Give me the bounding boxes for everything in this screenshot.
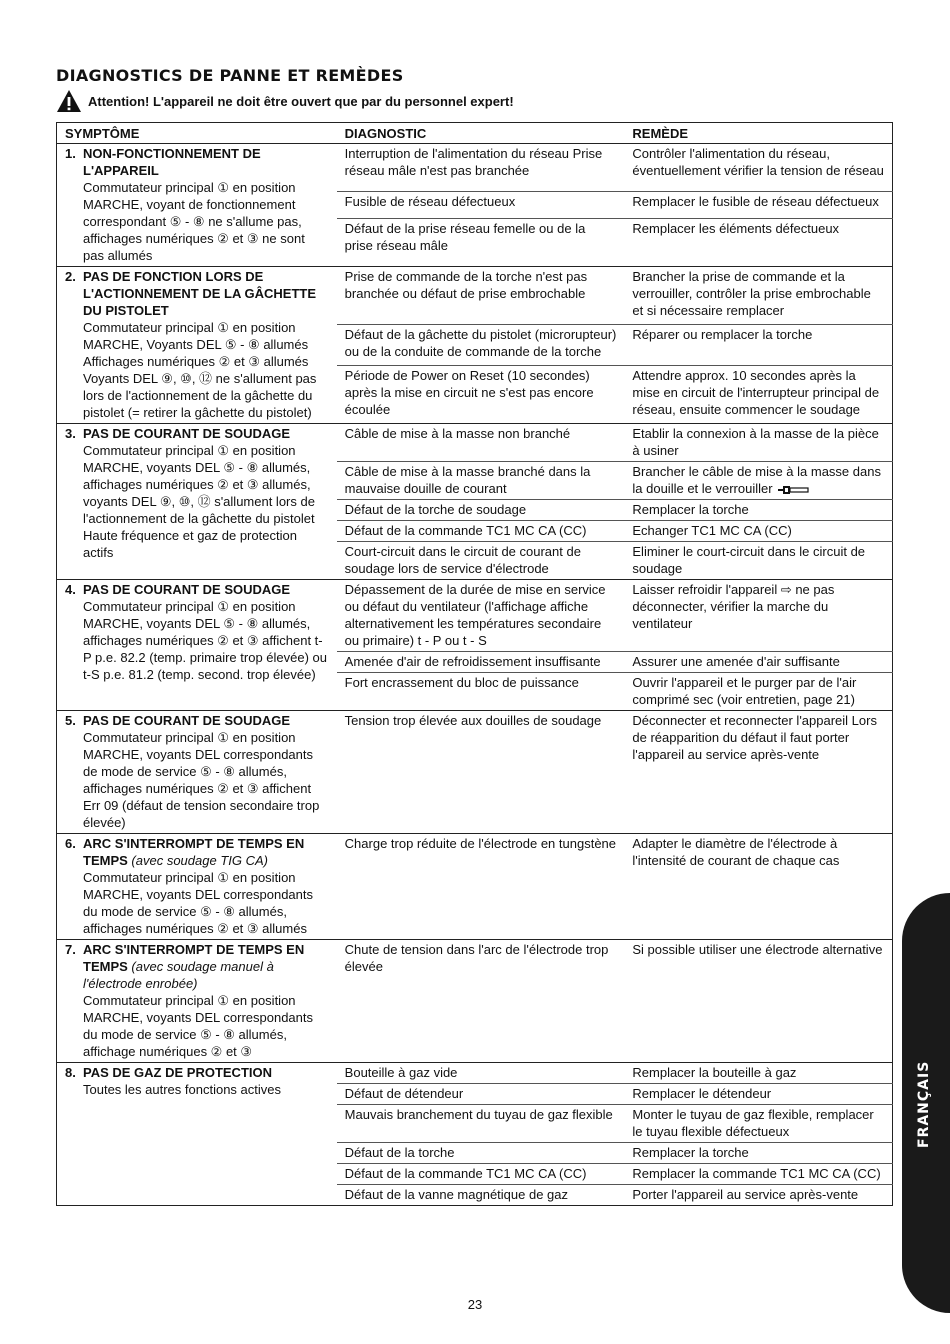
table-body bbox=[57, 144, 893, 1206]
remedy-cell bbox=[624, 1084, 892, 1105]
remedy-text: Porter l'appareil au service après-vente bbox=[632, 1187, 859, 1202]
table-row bbox=[57, 267, 893, 325]
symptom-title-text: PAS DE COURANT DE SOUDAGE bbox=[83, 713, 291, 728]
plug-icon bbox=[776, 484, 810, 496]
remedy-text: Remplacer la commande TC1 MC CA (CC) bbox=[632, 1166, 881, 1181]
symptom-title-text: PAS DE COURANT DE SOUDAGE bbox=[83, 426, 291, 441]
remedy-cell bbox=[624, 365, 892, 423]
remedy-cell bbox=[624, 652, 892, 673]
symptom-cell bbox=[57, 424, 337, 580]
symptom-description: Commutateur principal ① en position MARCHE, voyants DEL correspondants de mode de service ⑤ - ⑧ allumés, affichages numériques ② et ③ affichent Err 09 (défaut de tension secondaire trop élevée) bbox=[83, 730, 320, 830]
remedy-cell bbox=[624, 424, 892, 462]
remedy-text: Remplacer la bouteille à gaz bbox=[632, 1065, 797, 1080]
symptom-title-text: PAS DE COURANT DE SOUDAGE bbox=[83, 582, 291, 597]
symptom-title bbox=[83, 425, 290, 442]
remedy-text: Réparer ou remplacer la torche bbox=[632, 327, 813, 343]
diagnostic-cell: Prise de commande de la torche n'est pas branchée ou défaut de prise embrochable bbox=[337, 267, 625, 325]
remedy-text: Ouvrir l'appareil et le purger par de l'air comprimé sec (voir entretien, page 21) bbox=[632, 675, 857, 707]
remedy-cell bbox=[624, 521, 892, 542]
remedy-text: Brancher la prise de commande et la verrouiller, contrôler la prise embrochable et si nécessaire remplacer bbox=[632, 269, 871, 318]
diagnostic-cell: Défaut de la commande TC1 MC CA (CC) bbox=[337, 1164, 625, 1185]
warning-triangle-icon bbox=[56, 89, 82, 113]
symptom-description: Commutateur principal ① en position MARCHE, voyants DEL ⑤ - ⑧ allumés, affichages numériques ② et ③ affichent t-P p.e. 82.2 (temp. primaire trop élevée) ou t-S p.e. 81.2 (temp. second. trop élevée) bbox=[83, 599, 327, 682]
remedy-cell bbox=[624, 1185, 892, 1206]
remedy-cell bbox=[624, 940, 892, 1063]
symptom-title bbox=[83, 145, 329, 179]
remedy-text: Monter le tuyau de gaz flexible, remplacer le tuyau flexible défectueux bbox=[632, 1107, 874, 1139]
symptom-title-text: NON-FONCTIONNEMENT DE L'APPAREIL bbox=[83, 146, 261, 178]
remedy-text: Brancher le câble de mise à la masse dans la douille et le verrouiller bbox=[632, 464, 881, 496]
remedy-cell bbox=[624, 580, 892, 652]
diagnostic-cell: Défaut de la commande TC1 MC CA (CC) bbox=[337, 521, 625, 542]
remedy-cell bbox=[624, 1063, 892, 1084]
symptom-title bbox=[83, 1064, 272, 1081]
symptom-cell bbox=[57, 940, 337, 1063]
symptom-number: 7. bbox=[65, 942, 76, 957]
symptom-description: Commutateur principal ① en position MARCHE, voyant de fonctionnement correspondant ⑤ - ⑧ ne s'allume pas, affichages numériques ② et ③ ne sont pas allumés bbox=[83, 180, 305, 263]
remedy-cell bbox=[624, 1143, 892, 1164]
symptom-title-text: ARC S'INTERROMPT DE TEMPS EN TEMPS bbox=[83, 942, 305, 974]
symptom-number: 5. bbox=[65, 713, 76, 728]
remedy-cell bbox=[624, 834, 892, 940]
symptom-description: Commutateur principal ① en position MARCHE, Voyants DEL ⑤ - ⑧ allumés Affichages numériques ② et ③ allumés Voyants DEL ⑨, ⑩, ⑫ ne s'allument pas lors de l'actionnement de la gâchette du pistolet (= retirer la gâchette du pistolet) bbox=[83, 320, 317, 420]
diagnostic-cell: Tension trop élevée aux douilles de soudage bbox=[337, 711, 625, 834]
symptom-number: 6. bbox=[65, 836, 76, 851]
diagnostic-cell: Défaut de la torche bbox=[337, 1143, 625, 1164]
remedy-cell bbox=[624, 500, 892, 521]
diagnostic-cell: Période de Power on Reset (10 secondes) après la mise en circuit ne s'est pas encore écoulée bbox=[337, 365, 625, 423]
symptom-cell bbox=[57, 580, 337, 711]
table-row bbox=[57, 940, 893, 1063]
symptom-title-note: (avec soudage manuel à l'électrode enrobée) bbox=[83, 959, 274, 991]
symptom-cell bbox=[57, 1063, 337, 1206]
diagnostic-cell: Amenée d'air de refroidissement insuffisante bbox=[337, 652, 625, 673]
symptom-title bbox=[83, 712, 290, 729]
diagnostic-cell: Mauvais branchement du tuyau de gaz flexible bbox=[337, 1105, 625, 1143]
symptom-title-text: PAS DE FONCTION LORS DE L'ACTIONNEMENT DE LA GÂCHETTE DU PISTOLET bbox=[83, 269, 316, 318]
symptom-cell bbox=[57, 144, 337, 267]
symptom-title bbox=[83, 581, 290, 598]
remedy-text: Eliminer le court-circuit dans le circuit de soudage bbox=[632, 544, 866, 576]
table-row bbox=[57, 711, 893, 834]
remedy-text: Contrôler l'alimentation du réseau, éventuellement vérifier la tension de réseau bbox=[632, 146, 884, 178]
diagnostic-cell: Défaut de détendeur bbox=[337, 1084, 625, 1105]
language-side-tab bbox=[902, 893, 950, 1313]
remedy-cell bbox=[624, 192, 892, 219]
diagnostic-cell: Fusible de réseau défectueux bbox=[337, 192, 625, 219]
warning-text: Attention! L'appareil ne doit être ouvert que par du personnel expert! bbox=[88, 93, 514, 109]
header-diagnostic: DIAGNOSTIC bbox=[344, 126, 427, 141]
remedy-cell bbox=[624, 673, 892, 711]
symptom-title-text: PAS DE GAZ DE PROTECTION bbox=[83, 1065, 272, 1080]
table-row bbox=[57, 580, 893, 652]
remedy-text: Si possible utiliser une électrode alternative bbox=[632, 942, 883, 957]
remedy-text: Remplacer la torche bbox=[632, 1145, 749, 1160]
symptom-number: 3. bbox=[65, 426, 76, 441]
symptom-title bbox=[83, 835, 329, 869]
remedy-cell bbox=[624, 325, 892, 365]
diagnostic-cell: Charge trop réduite de l'électrode en tungstène bbox=[337, 834, 625, 940]
remedy-text: Etablir la connexion à la masse de la pièce à usiner bbox=[632, 426, 879, 458]
diagnostic-cell: Défaut de la torche de soudage bbox=[337, 500, 625, 521]
remedy-text: Echanger TC1 MC CA (CC) bbox=[632, 523, 792, 538]
diagnostic-cell: Défaut de la gâchette du pistolet (microrupteur) ou de la conduite de commande de la torche bbox=[337, 325, 625, 365]
remedy-cell bbox=[624, 462, 892, 500]
remedy-text: Assurer une amenée d'air suffisante bbox=[632, 654, 840, 669]
symptom-title-text: ARC S'INTERROMPT DE TEMPS EN TEMPS bbox=[83, 836, 305, 868]
diagnostic-cell: Câble de mise à la masse branché dans la mauvaise douille de courant bbox=[337, 462, 625, 500]
symptom-number: 4. bbox=[65, 582, 76, 597]
symptom-description: Commutateur principal ① en position MARCHE, voyants DEL ⑤ - ⑧ allumés, affichages numériques ② et ③ allumés, voyants DEL ⑨, ⑩, ⑫ s'allument lors de l'actionnement de la gâchette du pistolet Haute fréquence et gaz de protection actifs bbox=[83, 443, 315, 560]
diagnostics-table bbox=[56, 122, 893, 1206]
remedy-text: Remplacer le détendeur bbox=[632, 1086, 772, 1101]
remedy-cell bbox=[624, 218, 892, 266]
symptom-description: Commutateur principal ① en position MARCHE, voyants DEL correspondants du mode de service ⑤ - ⑧ allumés, affichages numériques ② et ③ allumés bbox=[83, 870, 314, 936]
symptom-title bbox=[83, 941, 329, 992]
remedy-text: Attendre approx. 10 secondes après la mise en circuit de l'interrupteur principal de réseau, ensuite commencer le soudage bbox=[632, 367, 880, 417]
page-number: 23 bbox=[467, 1297, 483, 1312]
side-tab-label: FRANÇAIS bbox=[916, 1060, 932, 1148]
remedy-cell bbox=[624, 711, 892, 834]
remedy-cell bbox=[624, 1164, 892, 1185]
remedy-text: Remplacer la torche bbox=[632, 502, 749, 517]
diagnostic-cell: Fort encrassement du bloc de puissance bbox=[337, 673, 625, 711]
symptom-description: Toutes les autres fonctions actives bbox=[83, 1082, 281, 1097]
remedy-cell bbox=[624, 542, 892, 580]
diagnostic-cell: Défaut de la prise réseau femelle ou de la prise réseau mâle bbox=[337, 218, 625, 266]
header-remedy: REMÈDE bbox=[632, 126, 689, 141]
table-row bbox=[57, 144, 893, 192]
warning-line bbox=[56, 89, 514, 113]
diagnostic-cell: Bouteille à gaz vide bbox=[337, 1063, 625, 1084]
table-header-row bbox=[57, 123, 893, 144]
symptom-number: 1. bbox=[65, 146, 76, 161]
diagnostic-cell: Interruption de l'alimentation du réseau Prise réseau mâle n'est pas branchée bbox=[337, 144, 625, 192]
symptom-number: 8. bbox=[65, 1065, 76, 1080]
table-row bbox=[57, 1063, 893, 1084]
remedy-text: Adapter le diamètre de l'électrode à l'intensité de courant de chaque cas bbox=[632, 836, 840, 868]
page-title: DIAGNOSTICS DE PANNE ET REMÈDES bbox=[56, 66, 404, 85]
diagnostic-cell: Court-circuit dans le circuit de courant de soudage lors de service d'électrode bbox=[337, 542, 625, 580]
diagnostic-cell: Câble de mise à la masse non branché bbox=[337, 424, 625, 462]
diagnostic-cell: Chute de tension dans l'arc de l'électrode trop élevée bbox=[337, 940, 625, 1063]
diagnostic-cell: Défaut de la vanne magnétique de gaz bbox=[337, 1185, 625, 1206]
remedy-text: Remplacer le fusible de réseau défectueux bbox=[632, 194, 879, 210]
symptom-cell bbox=[57, 267, 337, 424]
remedy-cell bbox=[624, 1105, 892, 1143]
remedy-cell bbox=[624, 144, 892, 192]
header-symptom: SYMPTÔME bbox=[65, 126, 140, 141]
symptom-title bbox=[83, 268, 329, 319]
table-row bbox=[57, 424, 893, 462]
table-row bbox=[57, 834, 893, 940]
symptom-number: 2. bbox=[65, 269, 76, 284]
symptom-cell bbox=[57, 711, 337, 834]
remedy-cell bbox=[624, 267, 892, 325]
symptom-description: Commutateur principal ① en position MARCHE, voyants DEL correspondants du mode de service ⑤ - ⑧ allumés, affichage numériques ② et ③ bbox=[83, 993, 314, 1059]
remedy-text: Remplacer les éléments défectueux bbox=[632, 220, 840, 236]
symptom-cell bbox=[57, 834, 337, 940]
remedy-text: Laisser refroidir l'appareil ⇨ ne pas déconnecter, vérifier la marche du ventilateur bbox=[632, 582, 835, 631]
symptom-title-note: (avec soudage TIG CA) bbox=[131, 853, 268, 868]
diagnostic-cell: Dépassement de la durée de mise en service ou défaut du ventilateur (l'affichage affiche alternativement les températures secondaire ou primaire) t - P ou t - S bbox=[337, 580, 625, 652]
remedy-text: Déconnecter et reconnecter l'appareil Lors de réapparition du défaut il faut porter l'appareil au service après-vente bbox=[632, 713, 877, 762]
